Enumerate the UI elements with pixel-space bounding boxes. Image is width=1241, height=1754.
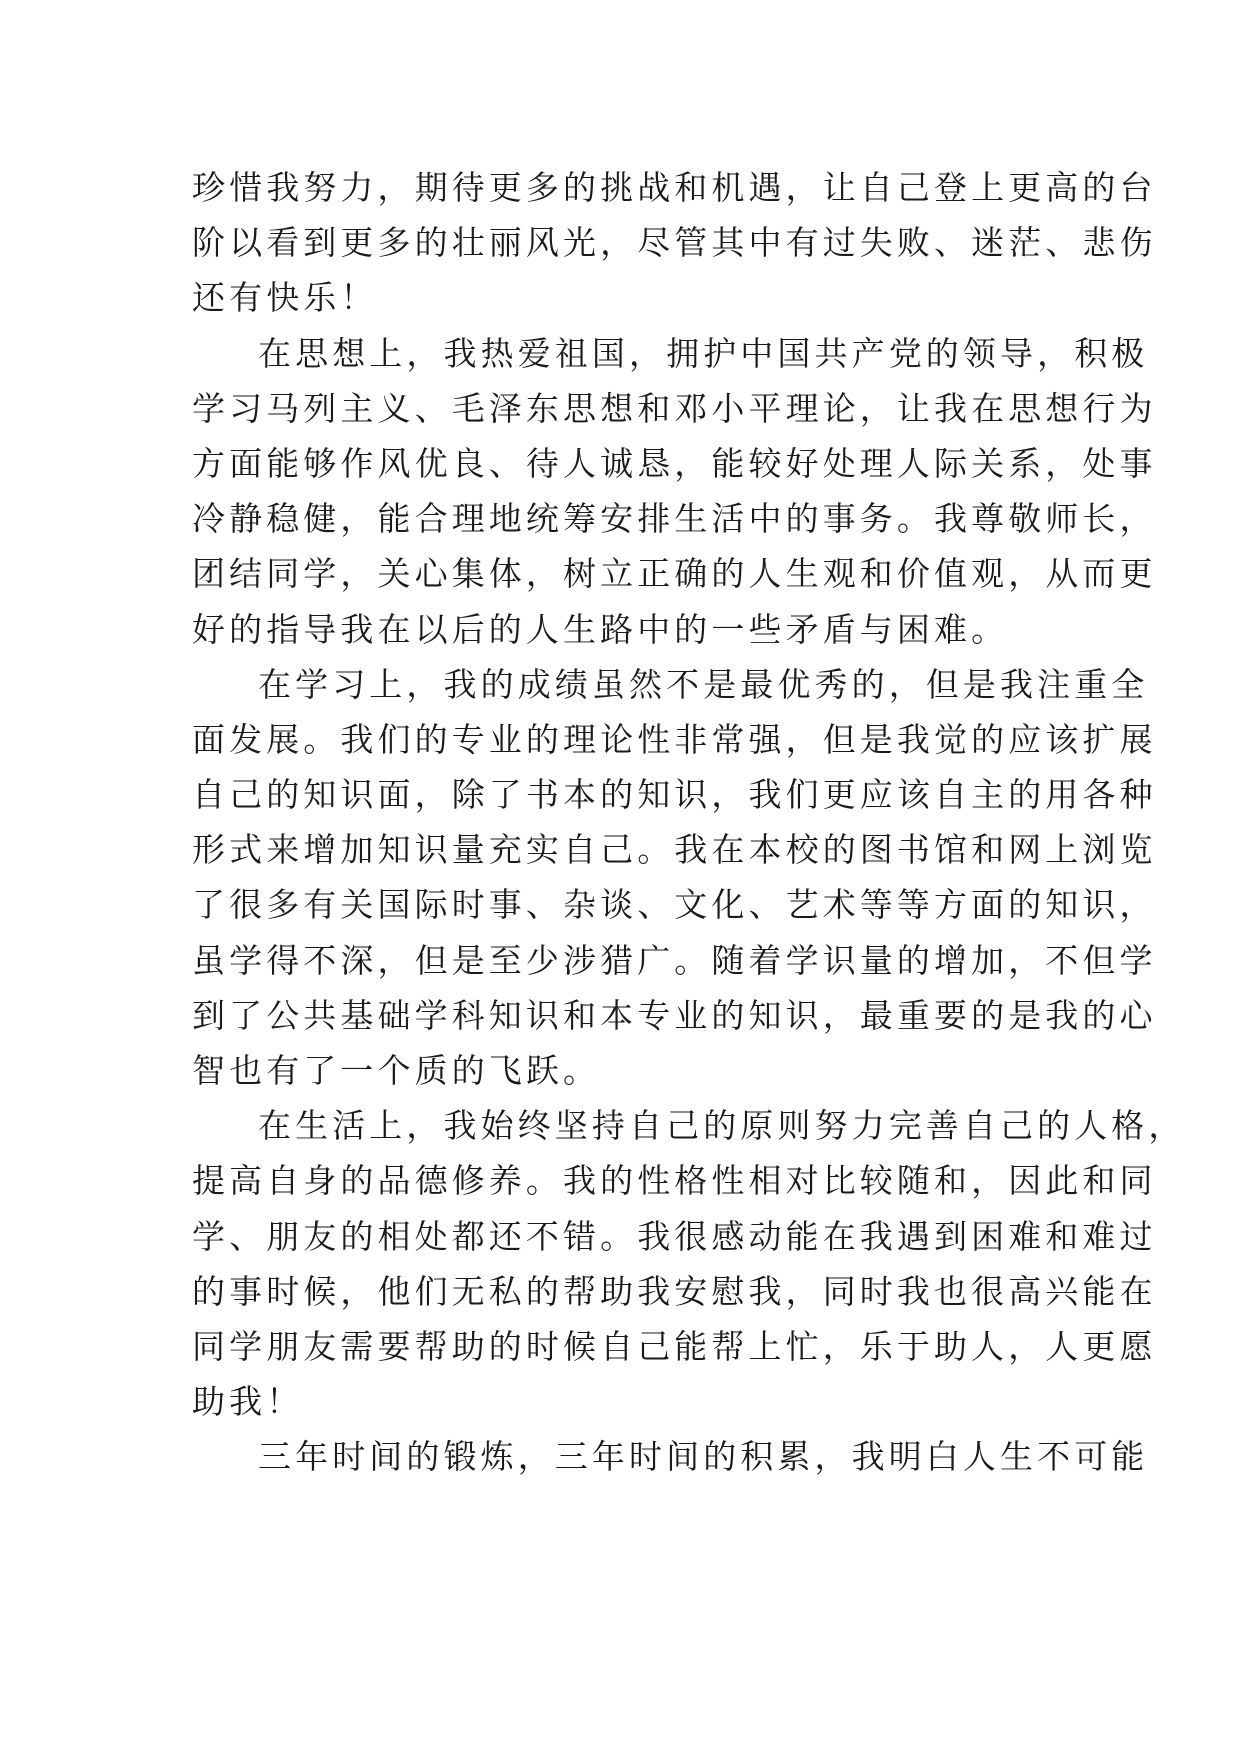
text-line: 到了公共基础学科知识和本专业的知识，最重要的是我的心 [192, 995, 1157, 1035]
paragraph-first-line: 三年时间的锻炼，三年时间的积累，我明白人生不可能 [258, 1437, 1149, 1477]
text-line: 了很多有关国际时事、杂谈、文化、艺术等等方面的知识， [192, 885, 1157, 925]
text-line: 好的指导我在以后的人生路中的一些矛盾与困难。 [192, 609, 1009, 649]
text-line: 智也有了一个质的飞跃。 [192, 1051, 601, 1090]
text-line: 提高自身的品德修养。我的性格性相对比较随和，因此和同 [192, 1161, 1157, 1201]
document-body [192, 160, 1186, 1485]
text-line: 自己的知识面，除了书本的知识，我们更应该自主的用各种 [192, 775, 1157, 815]
text-line: 形式来增加知识量充实自己。我在本校的图书馆和网上浏览 [192, 830, 1157, 870]
text-line: 面发展。我们的专业的理论性非常强，但是我觉的应该扩展 [192, 719, 1157, 759]
text-line: 阶以看到更多的壮丽风光，尽管其中有过失败、迷茫、悲伤 [192, 223, 1157, 263]
text-line: 助我！ [192, 1382, 304, 1422]
text-line: 还有快乐！ [192, 278, 378, 318]
text-line: 团结同学，关心集体，树立正确的人生观和价值观，从而更 [192, 554, 1157, 594]
text-line: 学习马列主义、毛泽东思想和邓小平理论，让我在思想行为 [192, 388, 1157, 428]
text-line: 的事时候，他们无私的帮助我安慰我，同时我也很高兴能在 [192, 1271, 1157, 1311]
text-line: 珍惜我努力，期待更多的挑战和机遇，让自己登上更高的台 [192, 168, 1157, 207]
text-line: 学、朋友的相处都还不错。我很感动能在我遇到困难和难过 [192, 1216, 1157, 1256]
text-line: 同学朋友需要帮助的时候自己能帮上忙，乐于助人，人更愿 [192, 1326, 1157, 1366]
paragraph-first-line: 在学习上，我的成绩虽然不是最优秀的，但是我注重全 [258, 664, 1149, 704]
text-line: 方面能够作风优良、待人诚恳，能较好处理人际关系，处事 [192, 443, 1157, 483]
paragraph-first-line: 在思想上，我热爱祖国，拥护中国共产党的领导，积极 [258, 333, 1149, 373]
text-line: 冷静稳健，能合理地统筹安排生活中的事务。我尊敬师长， [192, 499, 1157, 539]
paragraph-first-line: 在生活上，我始终坚持自己的原则努力完善自己的人格， [258, 1106, 1186, 1146]
text-line: 虽学得不深，但是至少涉猎广。随着学识量的增加，不但学 [192, 940, 1157, 980]
